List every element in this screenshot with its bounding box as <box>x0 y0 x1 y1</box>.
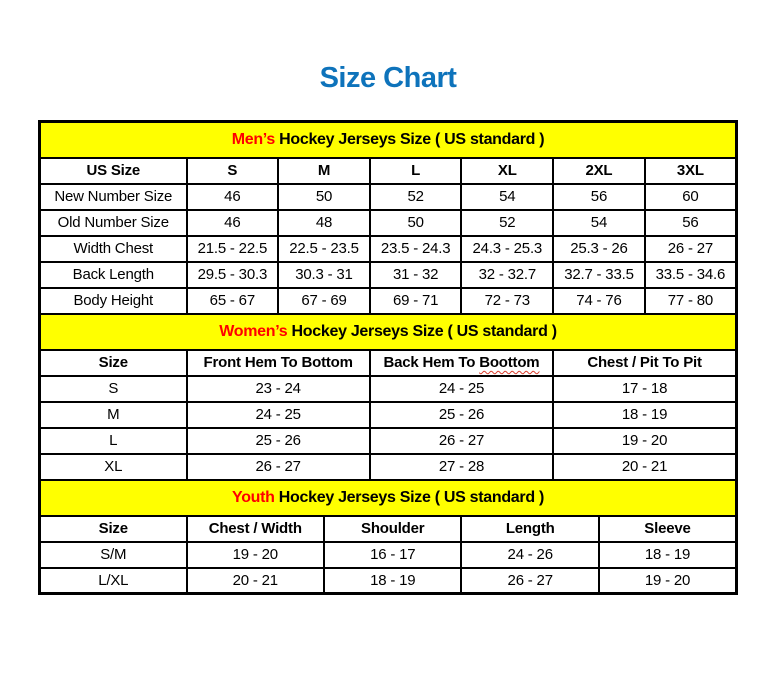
cell: 50 <box>370 210 462 236</box>
cell: 23 - 24 <box>187 376 370 402</box>
womens-section-header <box>40 314 737 350</box>
cell: 25.3 - 26 <box>553 236 645 262</box>
cell: 33.5 - 34.6 <box>645 262 737 288</box>
cell: 26 - 27 <box>645 236 737 262</box>
cell: 54 <box>553 210 645 236</box>
cell: 56 <box>645 210 737 236</box>
youth-col-sleeve: Sleeve <box>599 516 737 542</box>
cell: 72 - 73 <box>461 288 553 314</box>
cell: 19 - 20 <box>599 568 737 594</box>
youth-row-sm <box>40 542 737 568</box>
womens-col-back-hem <box>370 350 553 376</box>
row-label: Width Chest <box>40 236 187 262</box>
cell: 46 <box>187 184 279 210</box>
cell: 26 - 27 <box>461 568 598 594</box>
cell: 18 - 19 <box>553 402 736 428</box>
youth-column-header-row <box>40 516 737 542</box>
cell: 30.3 - 31 <box>278 262 370 288</box>
mens-col-s: S <box>187 158 279 184</box>
youth-row-lxl <box>40 568 737 594</box>
row-label: L/XL <box>40 568 187 594</box>
cell: 24.3 - 25.3 <box>461 236 553 262</box>
row-label: M <box>40 402 187 428</box>
cell: 23.5 - 24.3 <box>370 236 462 262</box>
cell: 48 <box>278 210 370 236</box>
size-chart-table <box>38 120 738 595</box>
mens-col-xl: XL <box>461 158 553 184</box>
womens-row-s <box>40 376 737 402</box>
page-title: Size Chart <box>319 62 457 94</box>
cell: 29.5 - 30.3 <box>187 262 279 288</box>
youth-col-length: Length <box>461 516 598 542</box>
cell: 24 - 26 <box>461 542 598 568</box>
cell: 17 - 18 <box>553 376 736 402</box>
mens-col-us-size: US Size <box>40 158 187 184</box>
cell: 16 - 17 <box>324 542 461 568</box>
cell: 52 <box>461 210 553 236</box>
cell: 19 - 20 <box>553 428 736 454</box>
cell: 26 - 27 <box>370 428 553 454</box>
mens-title-rest: Hockey Jerseys Size ( US standard ) <box>274 130 545 148</box>
mens-row-back-length <box>40 262 737 288</box>
cell: 18 - 19 <box>599 542 737 568</box>
cell: 25 - 26 <box>370 402 553 428</box>
youth-col-size: Size <box>40 516 187 542</box>
cell: 32.7 - 33.5 <box>553 262 645 288</box>
mens-col-2xl: 2XL <box>553 158 645 184</box>
youth-section-title <box>40 480 737 516</box>
mens-col-m: M <box>278 158 370 184</box>
mens-row-old-number-size <box>40 210 737 236</box>
youth-section-header <box>40 480 737 516</box>
mens-section-title <box>40 122 737 158</box>
cell: 20 - 21 <box>187 568 324 594</box>
cell: 46 <box>187 210 279 236</box>
womens-title-rest: Hockey Jerseys Size ( US standard ) <box>287 322 557 340</box>
mens-row-width-chest <box>40 236 737 262</box>
womens-col-chest-pit: Chest / Pit To Pit <box>553 350 736 376</box>
row-label: S/M <box>40 542 187 568</box>
row-label: S <box>40 376 187 402</box>
youth-col-shoulder: Shoulder <box>324 516 461 542</box>
cell: 77 - 80 <box>645 288 737 314</box>
womens-row-xl <box>40 454 737 480</box>
mens-section-header <box>40 122 737 158</box>
cell: 18 - 19 <box>324 568 461 594</box>
row-label: Back Length <box>40 262 187 288</box>
cell: 20 - 21 <box>553 454 736 480</box>
cell: 60 <box>645 184 737 210</box>
womens-row-m <box>40 402 737 428</box>
cell: 50 <box>278 184 370 210</box>
cell: 27 - 28 <box>370 454 553 480</box>
womens-row-l <box>40 428 737 454</box>
cell: 69 - 71 <box>370 288 462 314</box>
womens-highlight-word: Women’s <box>219 322 288 340</box>
cell: 25 - 26 <box>187 428 370 454</box>
mens-col-l: L <box>370 158 462 184</box>
mens-row-body-height <box>40 288 737 314</box>
youth-col-chest-width: Chest / Width <box>187 516 324 542</box>
mens-column-header-row <box>40 158 737 184</box>
back-hem-misspelled-word: Boottom <box>479 354 540 371</box>
cell: 22.5 - 23.5 <box>278 236 370 262</box>
womens-col-size: Size <box>40 350 187 376</box>
womens-section-title <box>40 314 737 350</box>
row-label: Old Number Size <box>40 210 187 236</box>
cell: 65 - 67 <box>187 288 279 314</box>
womens-col-front-hem: Front Hem To Bottom <box>187 350 370 376</box>
row-label: L <box>40 428 187 454</box>
womens-column-header-row <box>40 350 737 376</box>
cell: 26 - 27 <box>187 454 370 480</box>
mens-highlight-word: Men’s <box>231 130 275 148</box>
back-hem-prefix: Back Hem To <box>383 354 480 371</box>
mens-row-new-number-size <box>40 184 737 210</box>
cell: 54 <box>461 184 553 210</box>
row-label: Body Height <box>40 288 187 314</box>
cell: 24 - 25 <box>187 402 370 428</box>
cell: 67 - 69 <box>278 288 370 314</box>
cell: 52 <box>370 184 462 210</box>
mens-col-3xl: 3XL <box>645 158 737 184</box>
cell: 74 - 76 <box>553 288 645 314</box>
cell: 56 <box>553 184 645 210</box>
cell: 19 - 20 <box>187 542 324 568</box>
youth-title-rest: Hockey Jerseys Size ( US standard ) <box>274 488 544 506</box>
cell: 21.5 - 22.5 <box>187 236 279 262</box>
row-label: XL <box>40 454 187 480</box>
cell: 31 - 32 <box>370 262 462 288</box>
row-label: New Number Size <box>40 184 187 210</box>
cell: 24 - 25 <box>370 376 553 402</box>
youth-highlight-word: Youth <box>232 488 275 506</box>
cell: 32 - 32.7 <box>461 262 553 288</box>
